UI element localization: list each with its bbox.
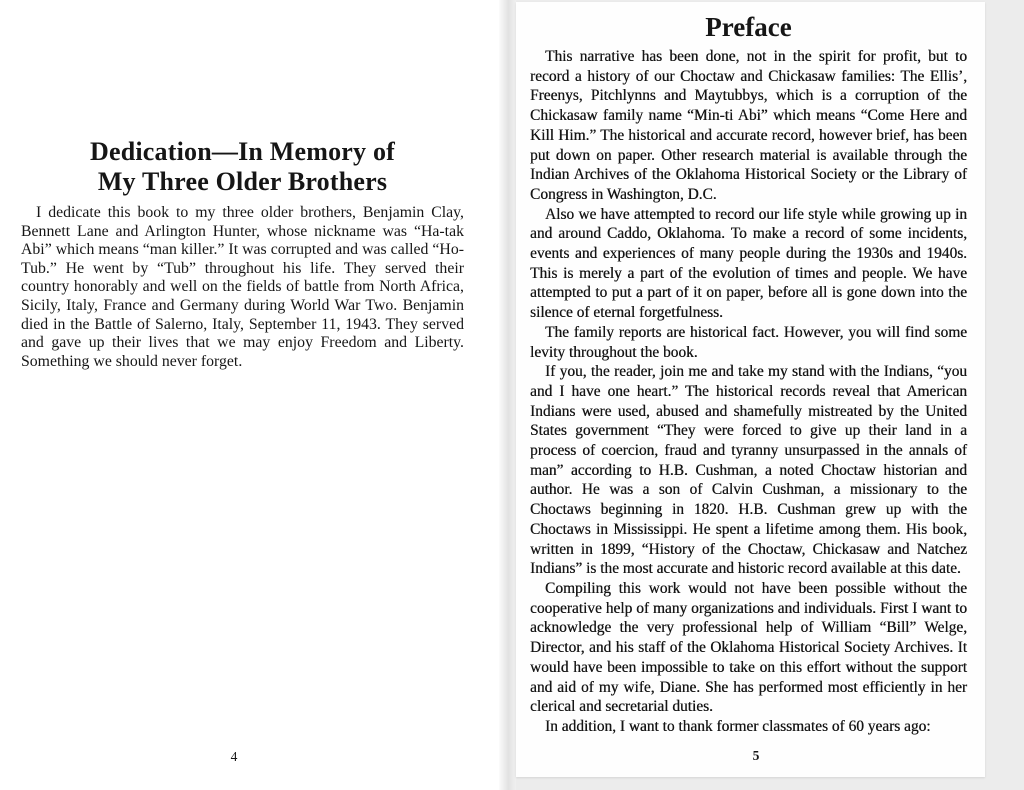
preface-heading: Preface [705, 12, 792, 42]
preface-paragraph-5: Compiling this work would not have been possible without the cooperative help of many organizations and individuals. First I want to acknowledge the very professional help of William “Bill” Welge, Director, and his staff of the Oklahoma Historical Society Archives. It would have been impossible to take on this effort without the support and aid of my wife, Diane. She has performed most efficiently in her clerical and secretarial duties. [530, 579, 967, 716]
page-number-right: 5 [752, 748, 760, 763]
page-gutter-shadow [499, 0, 516, 790]
preface-paragraph-3: The family reports are historical fact. However, you will find some levity throughout the book. [530, 323, 967, 361]
dedication-heading [21, 137, 464, 197]
left-page-content [0, 0, 502, 371]
preface-body [530, 47, 967, 737]
right-page [516, 2, 985, 777]
page-number-left: 4 [230, 749, 238, 764]
dedication-paragraph: I dedicate this book to my three older brothers, Benjamin Clay, Bennett Lane and Arlington Hunter, whose nickname was “Ha-tak Abi” which means “man killer.” It was corrupted and was called “Ho-Tub.” He went by “Tub” throughout his life. They served their country honorably and well on the fields of battle from North Africa, Sicily, Italy, France and Germany during World War Two. Benjamin died in the Battle of Salerno, Italy, September 11, 1943. They served and gave up their lives that we may enjoy Freedom and Liberty. Something we should never forget. [21, 204, 464, 370]
preface-paragraph-6: In addition, I want to thank former classmates of 60 years ago: [545, 717, 931, 735]
right-page-content [516, 2, 985, 737]
preface-paragraph-2: Also we have attempted to record our life style while growing up in and around Caddo, Oklahoma. To make a record of some incidents, events and experiences of many people during the 1930s and 1940s. This is merely a part of the evolution of times and people. We have attempted to put a part of it on paper, before all is gone down into the silence of eternal forgetfulness. [530, 205, 967, 322]
dedication-heading-line1: Dedication—In Memory of [90, 137, 395, 166]
left-page [0, 0, 502, 790]
preface-paragraph-4: If you, the reader, join me and take my stand with the Indians, “you and I have one heart.” The historical records reveal that American Indians were used, abused and shamefully mistreated by the United States government “They were forced to give up their land in a process of coercion, fraud and tyranny unsurpassed in the annals of man” according to H.B. Cushman, a noted Choctaw historian and author. He was a son of Calvin Cushman, a missionary to the Choctaws beginning in 1820. H.B. Cushman grew up with the Choctaws in Mississippi. He spent a lifetime among them. His book, written in 1899, “History of the Choctaw, Chickasaw and Natchez Indians” is the most accurate and historic record available at this date. [530, 363, 967, 578]
preface-paragraph-1: This narrative has been done, not in the spirit for profit, but to record a history of our Choctaw and Chickasaw families: The Ellis’, Freenys, Pitchlynns and Maytubbys, which is a corruption of the Chickasaw family name “Min-ti Abi” which means “Come Here and Kill Him.” The historical and accurate record, however brief, has been put down on paper. Other research material is available through the Indian Archives of the Oklahoma Historical Society or the Library of Congress in Washington, D.C. [530, 48, 967, 203]
dedication-heading-line2: My Three Older Brothers [97, 167, 388, 196]
